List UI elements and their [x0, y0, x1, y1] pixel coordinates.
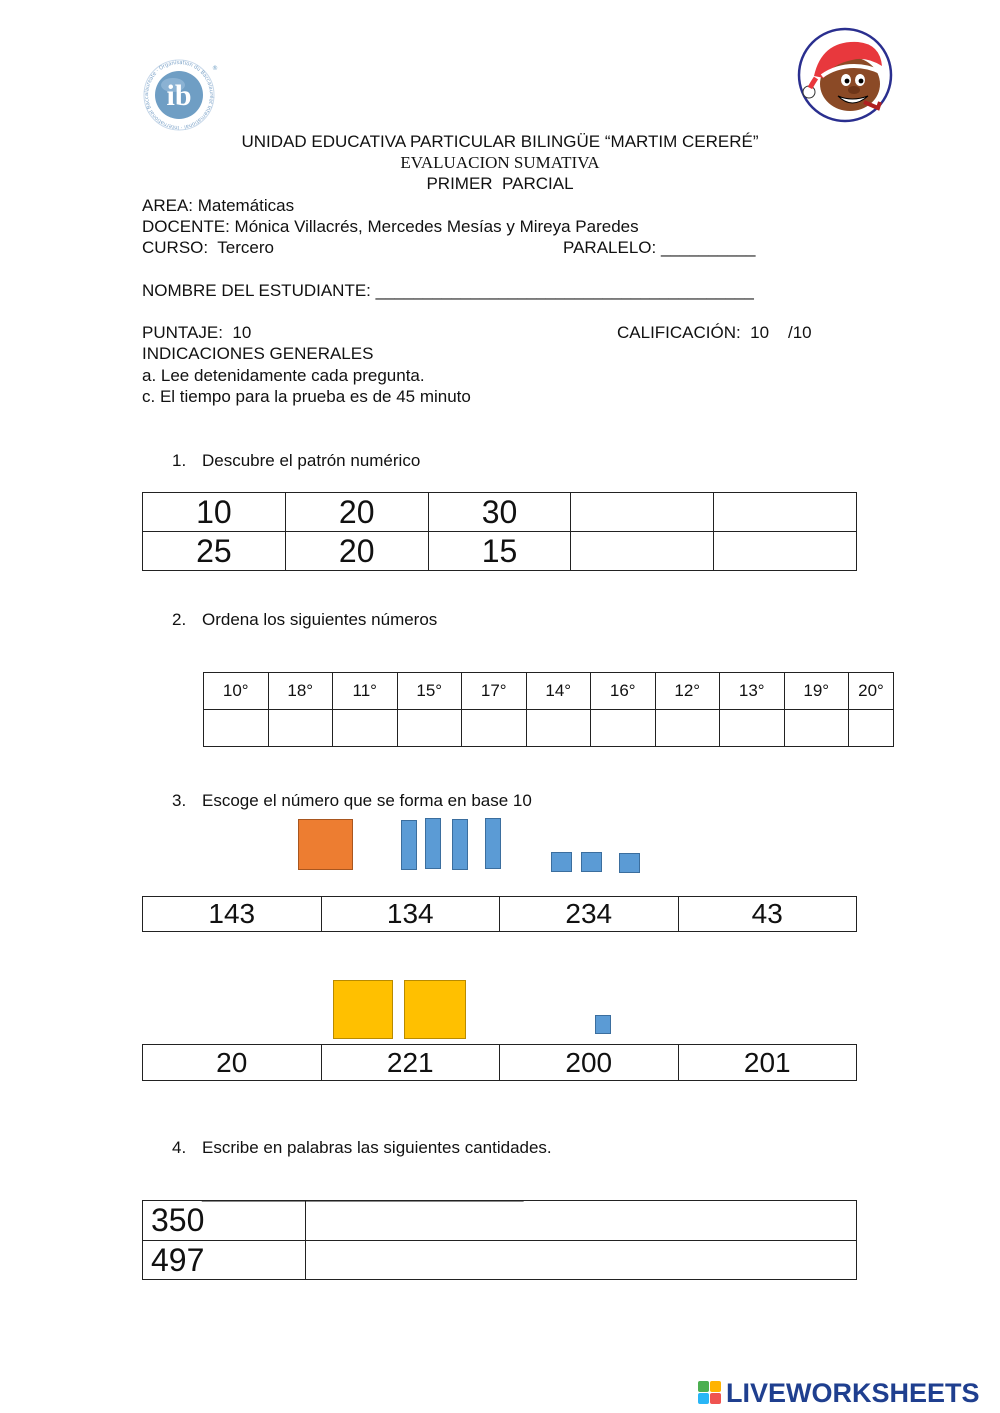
question-1-title	[172, 450, 420, 471]
order-answer-cell[interactable]	[333, 710, 398, 747]
ordinal-cell: 10°	[204, 673, 269, 710]
question-2-title	[172, 609, 437, 630]
term-title: PRIMER PARCIAL	[426, 174, 574, 193]
pattern-answer-cell[interactable]	[714, 493, 857, 532]
number-cell: 497	[143, 1241, 306, 1280]
answer-option[interactable]: 201	[678, 1045, 857, 1081]
answer-option[interactable]: 234	[500, 897, 679, 932]
answer-option[interactable]: 200	[500, 1045, 679, 1081]
liveworksheets-watermark	[698, 1378, 980, 1408]
question-3-title	[172, 790, 532, 811]
general-instructions-title: INDICACIONES GENERALES	[142, 344, 374, 363]
teachers-label: DOCENTE: Mónica Villacrés, Mercedes Mesías y Mireya Paredes	[142, 217, 639, 236]
class-section-field[interactable]: PARALELO: __________	[563, 238, 756, 257]
unit-cube-icon	[581, 852, 602, 872]
ordinal-cell: 14°	[526, 673, 591, 710]
school-name: UNIDAD EDUCATIVA PARTICULAR BILINGÜE “MARTIM CERERÉ”	[241, 132, 759, 151]
order-answer-cell[interactable]	[397, 710, 462, 747]
pattern-answer-cell[interactable]	[571, 493, 714, 532]
hundred-block-icon	[298, 819, 353, 870]
answer-option[interactable]: 134	[321, 897, 500, 932]
answer-option[interactable]: 143	[143, 897, 322, 932]
liveworksheets-logo-icon	[698, 1381, 724, 1405]
pattern-cell: 10	[143, 493, 286, 532]
hundred-block-icon	[333, 980, 393, 1039]
instruction-c: c. El tiempo para la prueba es de 45 minuto	[142, 387, 471, 406]
ten-rod-icon	[452, 819, 468, 870]
school-mascot-logo	[796, 26, 894, 124]
question-number: 4.	[172, 1138, 187, 1157]
ib-logo	[140, 58, 218, 132]
order-answer-cell[interactable]	[784, 710, 849, 747]
score-label: PUNTAJE: 10	[142, 323, 252, 342]
question-text: Ordena los siguientes números	[202, 610, 438, 629]
mascot-face-icon	[796, 26, 894, 124]
pattern-answer-cell[interactable]	[714, 532, 857, 571]
watermark-text: LIVEWORKSHEETS	[726, 1377, 980, 1408]
ib-logo-text: ib	[166, 79, 192, 112]
instruction-a: a. Lee detenidamente cada pregunta.	[142, 366, 425, 385]
question-text: Escoge el número que se forma en base 10	[202, 791, 532, 810]
number-words-table	[142, 1200, 857, 1280]
order-answer-cell[interactable]	[526, 710, 591, 747]
grade-label: CALIFICACIÓN: 10 /10	[617, 323, 812, 342]
ordinal-cell: 16°	[591, 673, 656, 710]
order-answer-cell[interactable]	[720, 710, 785, 747]
question-4-title	[172, 1137, 552, 1158]
pattern-cell: 15	[428, 532, 571, 571]
area-label: AREA: Matemáticas	[142, 196, 295, 215]
ordinal-cell: 11°	[333, 673, 398, 710]
order-answer-cell[interactable]	[591, 710, 656, 747]
order-answer-cell[interactable]	[268, 710, 333, 747]
number-cell: 350	[143, 1201, 306, 1241]
question-number: 1.	[172, 451, 187, 470]
answer-option[interactable]: 20	[143, 1045, 322, 1081]
words-answer-cell[interactable]	[306, 1241, 857, 1280]
pattern-cell: 30	[428, 493, 571, 532]
unit-cube-icon	[595, 1015, 611, 1034]
question-text: Descubre el patrón numérico	[202, 451, 421, 470]
answer-blank-line[interactable]: __________________________________	[202, 1183, 524, 1202]
answer-option[interactable]: 221	[321, 1045, 500, 1081]
words-answer-cell[interactable]	[306, 1201, 857, 1241]
ordinal-cell: 17°	[462, 673, 527, 710]
unit-cube-icon	[551, 852, 572, 872]
ordinal-cell: 19°	[784, 673, 849, 710]
pattern-cell: 20	[285, 532, 428, 571]
ordinal-order-table	[203, 672, 894, 747]
ordinal-cell: 15°	[397, 673, 462, 710]
ten-rod-icon	[401, 820, 417, 870]
ten-rod-icon	[485, 818, 501, 869]
svg-text:®: ®	[212, 65, 218, 72]
question-text: Escribe en palabras las siguientes cantidades.	[202, 1138, 552, 1157]
question-number: 2.	[172, 610, 187, 629]
order-answer-cell[interactable]	[655, 710, 720, 747]
pattern-cell: 25	[143, 532, 286, 571]
ten-rod-icon	[425, 818, 441, 869]
order-answer-cell[interactable]	[849, 710, 894, 747]
unit-cube-icon	[619, 853, 640, 873]
base-ten-options-table-1	[142, 896, 857, 932]
ib-ring-text: International Baccalaureate · Organisation du Baccalauréat International ·	[144, 59, 215, 131]
course-label: CURSO: Tercero	[142, 238, 274, 257]
order-answer-cell[interactable]	[462, 710, 527, 747]
ordinal-cell: 13°	[720, 673, 785, 710]
ordinal-cell: 20°	[849, 673, 894, 710]
evaluation-type: EVALUACION SUMATIVA	[400, 153, 600, 172]
pattern-answer-cell[interactable]	[571, 532, 714, 571]
student-name-field[interactable]: NOMBRE DEL ESTUDIANTE: ________________________________________	[142, 281, 754, 300]
number-pattern-table	[142, 492, 857, 571]
question-number: 3.	[172, 791, 187, 810]
base-ten-options-table-2	[142, 1044, 857, 1081]
ordinal-cell: 18°	[268, 673, 333, 710]
ordinal-cell: 12°	[655, 673, 720, 710]
order-answer-cell[interactable]	[204, 710, 269, 747]
pattern-cell: 20	[285, 493, 428, 532]
hundred-block-icon	[404, 980, 466, 1039]
answer-option[interactable]: 43	[678, 897, 857, 932]
